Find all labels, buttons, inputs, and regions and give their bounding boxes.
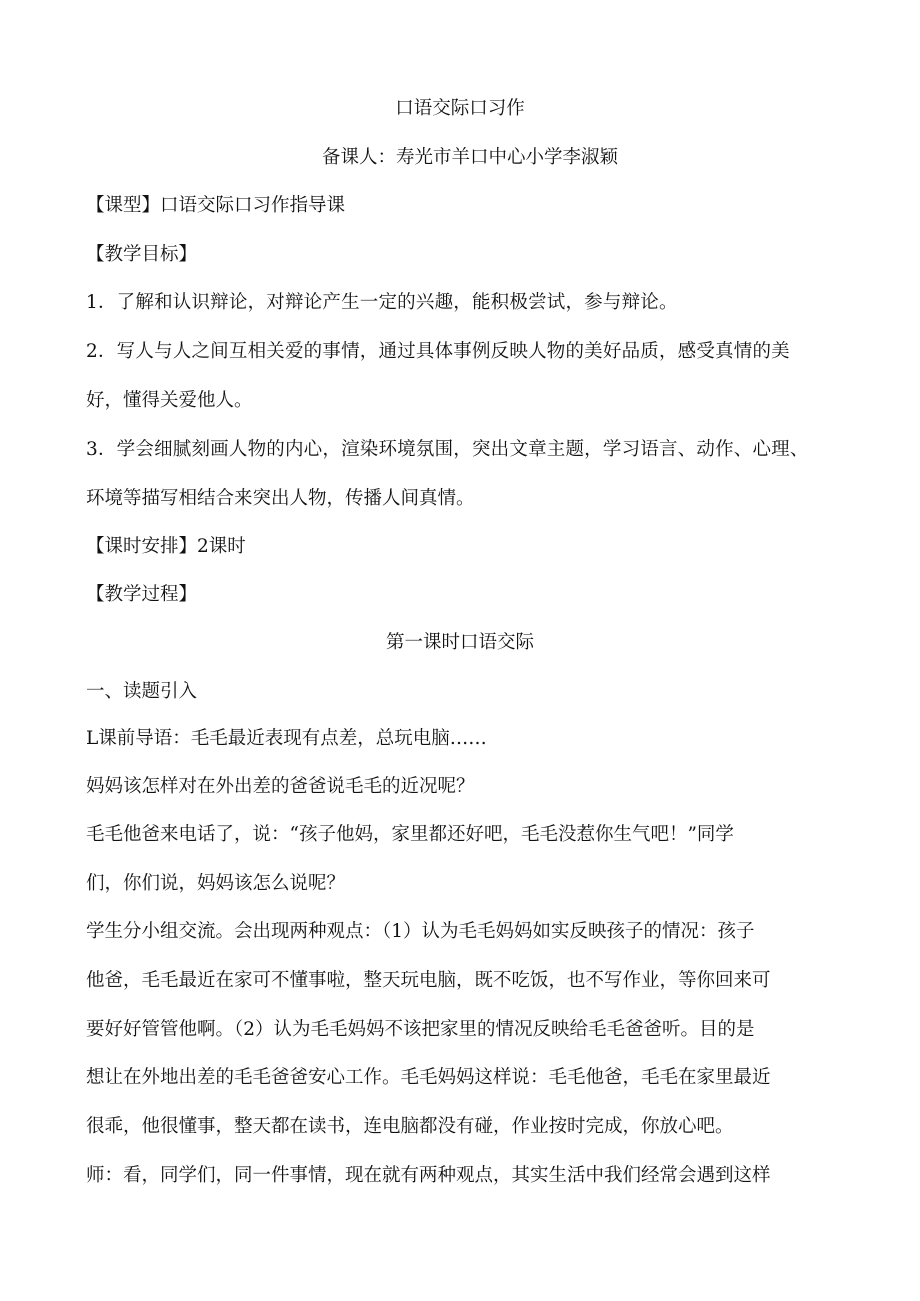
para-1-line-2: 们，你们说，妈妈该怎么说呢？ bbox=[86, 873, 346, 894]
para-2-line-4: 想让在外地出差的毛毛爸爸安心工作。毛毛妈妈这样说：毛毛他爸，毛毛在家里最近 bbox=[86, 1067, 771, 1088]
lesson-type: 【课型】口语交际口习作指导课 bbox=[86, 195, 346, 216]
para-2-line-2: 他爸，毛毛最近在家可不懂事啦，整天玩电脑，既不吃饭，也不写作业，等你回来可 bbox=[86, 970, 771, 991]
goal-2-line-2: 好，懂得关爱他人。 bbox=[86, 390, 253, 411]
schedule: 【课时安排】2课时 bbox=[86, 536, 246, 557]
intro-line: L课前导语：毛毛最近表现有点差，总玩电脑…… bbox=[86, 728, 487, 749]
section-1-heading: 一、读题引入 bbox=[86, 681, 198, 702]
goal-3-line-1: 3．学会细腻刻画人物的内心，渲染环境氛围，突出文章主题，学习语言、动作、心理、 bbox=[86, 439, 809, 460]
goal-3-line-2: 环境等描写相结合来突出人物，传播人间真情。 bbox=[86, 488, 475, 509]
goal-1: 1．了解和认识辩论，对辩论产生一定的兴趣，能积极尝试，参与辩论。 bbox=[86, 292, 678, 313]
para-1-line-1: 毛毛他爸来电话了，说：“孩子他妈，家里都还好吧，毛毛没惹你生气吧！”同学 bbox=[86, 824, 734, 845]
document-title: 口语交际口习作 bbox=[395, 98, 525, 119]
para-2-line-5: 很乖，他很懂事，整天都在读书，连电脑都没有碰，作业按时完成，你放心吧。 bbox=[86, 1116, 734, 1137]
para-2-line-1: 学生分小组交流。会出现两种观点：（1）认为毛毛妈妈如实反映孩子的情况：孩子 bbox=[86, 921, 755, 942]
goal-2-line-1: 2．写人与人之间互相关爱的事情，通过具体事例反映人物的美好品质，感受真情的美 bbox=[86, 341, 790, 362]
question-line: 妈妈该怎样对在外出差的爸爸说毛毛的近况呢？ bbox=[86, 776, 475, 797]
para-2-line-3: 要好好管管他啊。（2）认为毛毛妈妈不该把家里的情况反映给毛毛爸爸听。目的是 bbox=[86, 1019, 755, 1040]
preparer-line: 备课人：寿光市羊口中心小学李淑颖 bbox=[321, 147, 618, 168]
process-heading: 【教学过程】 bbox=[86, 584, 198, 605]
para-3-line-1: 师：看，同学们，同一件事情，现在就有两种观点，其实生活中我们经常会遇到这样 bbox=[86, 1165, 771, 1186]
lesson-1-title: 第一课时口语交际 bbox=[385, 632, 534, 653]
goals-heading: 【教学目标】 bbox=[86, 244, 198, 265]
